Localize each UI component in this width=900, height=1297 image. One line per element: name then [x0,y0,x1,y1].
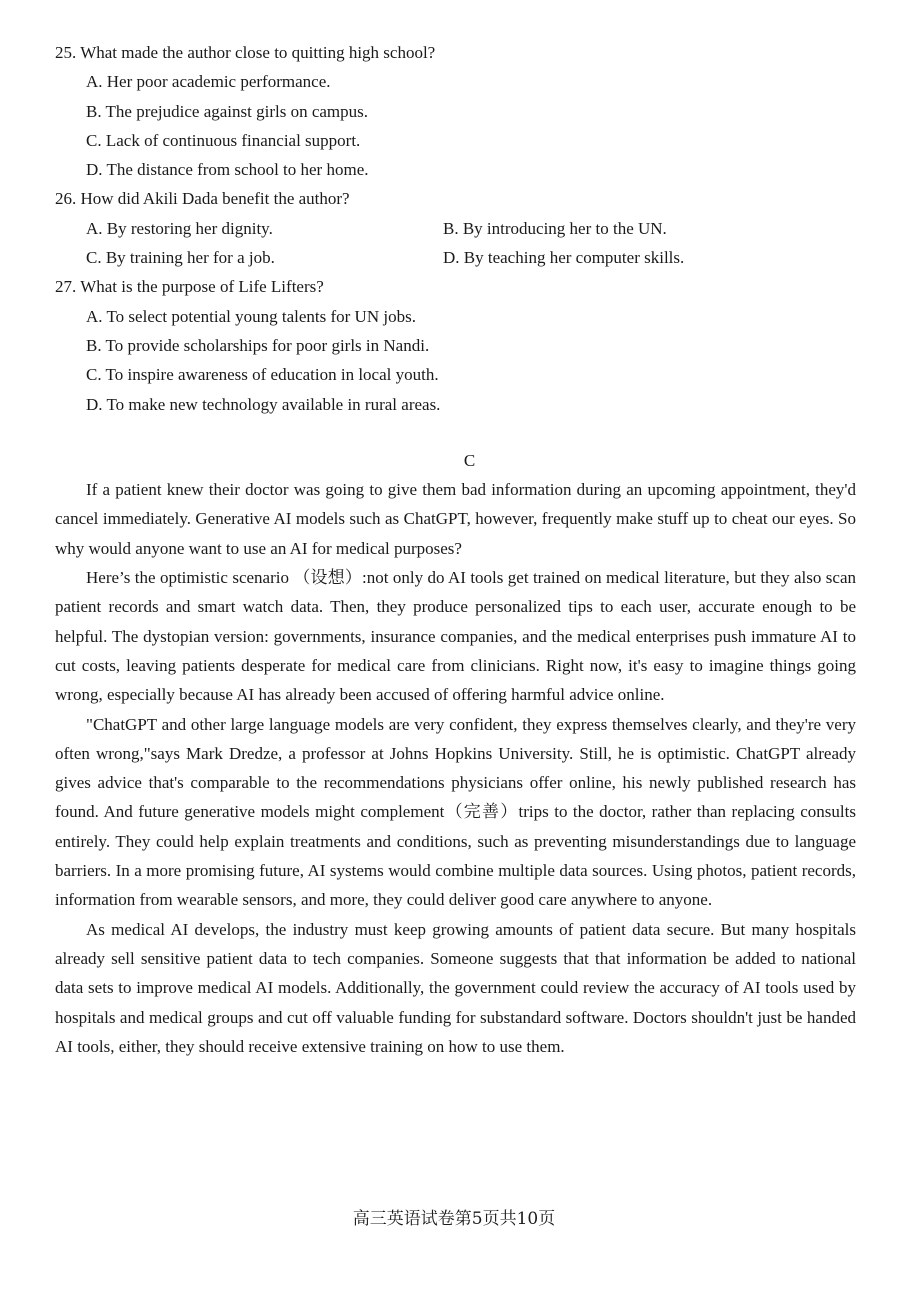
question-text: What made the author close to quitting high school? [80,43,436,62]
option-text: By restoring her dignity. [106,218,273,238]
option-row [55,243,856,272]
question-25 [55,38,856,184]
option-row [55,214,856,243]
option-text: Her poor academic performance. [106,72,331,92]
option-label: A. [86,72,103,92]
option-text: The distance from school to her home. [106,160,369,180]
question-text: What is the purpose of Life Lifters? [80,277,324,297]
passage-paragraph: If a patient knew their doctor was going to give them bad information during an upcoming appointment, they'd cancel immediately. Generative AI models such as ChatGPT, however, frequently make stuff up to cheat our eyes. So why would anyone want to use an AI for medical purposes? [55,480,856,558]
option-label: D. [86,394,103,414]
option-text: By teaching her computer skills. [463,248,685,268]
option-b [55,97,856,126]
question-number: 27. [55,277,77,297]
option-b [443,214,667,243]
option-d [55,155,856,184]
option-text: The prejudice against girls on campus. [105,101,369,121]
option-a [55,67,856,96]
passage-paragraph: Here’s the optimistic scenario （设想）:not only do AI tools get trained on medical literature, but they also scan patient records and smart watch data. Then, they produce personalized tips to each user, accurate enough to be helpful. The dystopian version: governments, insurance companies, and the medical enterprises push immature AI to cut costs, leaving patients desperate for medical care from clinicians. Right now, it's easy to imagine things going wrong, especially because AI has already been accused of offering harmful advice online. [55,568,856,705]
page-number-info: 高三英语试卷第5页共10页 [352,1209,556,1229]
option-text: To make new technology available in rural areas. [106,394,441,414]
option-label: A. [86,306,103,326]
option-text: By introducing her to the UN. [462,218,667,238]
exam-page [55,38,856,1061]
option-label: D. [443,248,460,268]
option-b [55,331,856,360]
option-label: B. [443,218,459,238]
option-label: B. [86,335,102,355]
option-text: To inspire awareness of education in local youth. [105,365,439,385]
question-stem [55,38,856,67]
passage-c [55,446,856,1061]
option-a [55,214,443,243]
question-text: How did Akili Dada benefit the author? [80,189,350,209]
option-d [443,243,684,272]
option-a [55,302,856,331]
option-label: D. [86,160,103,180]
question-27 [55,272,856,418]
section-label: C [463,450,476,470]
option-label: B. [86,101,102,121]
question-stem [55,272,856,301]
page-footer [0,1207,900,1231]
option-text: Lack of continuous financial support. [105,130,361,150]
option-text: To provide scholarships for poor girls in Nandi. [105,335,430,355]
option-c [55,243,443,272]
passage-paragraph: "ChatGPT and other large language models are very confident, they express themselves clearly, and they're very often wrong,"says Mark Dredze, a professor at Johns Hopkins University. Still, he is optimistic. ChatGPT already gives advice that's comparable to the recommendations physicians offer online, his newly published research has found. And future generative models might complement（完善）trips to the doctor, rather than replacing consults entirely. They could help explain treatments and conditions, such as preventing misunderstandings due to language barriers. In a more promising future, AI systems would combine multiple data sources. Using photos, patient records, information from wearable sensors, and more, they could deliver good care anywhere to anyone. [55,714,856,910]
option-d [55,390,856,419]
option-c [55,126,856,155]
question-number: 25. [55,43,77,62]
option-c [55,360,856,389]
option-label: A. [86,218,103,238]
option-label: C. [86,365,102,385]
option-label: C. [86,130,102,150]
question-stem [55,184,856,213]
question-number: 26. [55,189,77,209]
option-text: By training her for a job. [105,248,275,268]
option-label: C. [86,248,102,268]
passage-paragraph: As medical AI develops, the industry must keep growing amounts of patient data secure. But many hospitals already sell sensitive patient data to tech companies. Someone suggests that that information be added to national data sets to improve medical AI models. Additionally, the government could review the accuracy of AI tools used by hospitals and medical groups and cut off valuable funding for substandard software. Doctors shouldn't just be handed AI tools, either, they should receive extensive training on how to use them. [55,919,856,1056]
option-text: To select potential young talents for UN jobs. [106,306,416,326]
question-26 [55,184,856,272]
